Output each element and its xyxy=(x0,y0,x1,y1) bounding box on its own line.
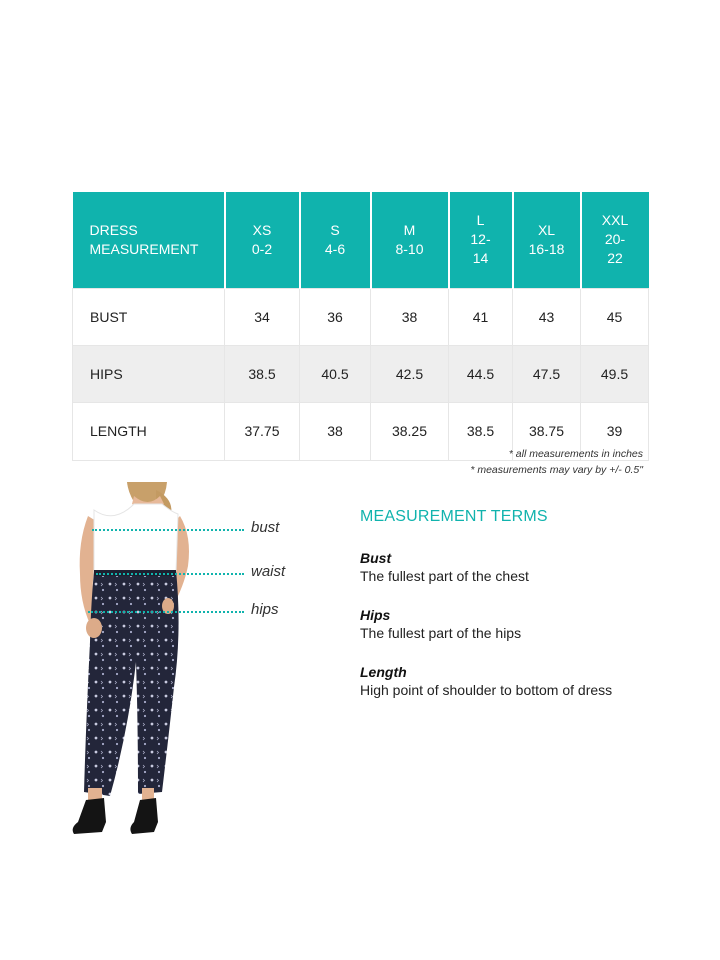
table-cell: 44.5 xyxy=(449,345,513,402)
table-cell: 38.75 xyxy=(513,402,581,460)
table-cell: 42.5 xyxy=(371,345,449,402)
dress-measurement-header: DRESS MEASUREMENT xyxy=(73,192,225,288)
size-chart-table xyxy=(72,192,649,461)
table-cell: 37.75 xyxy=(225,402,300,460)
table-cell: 38 xyxy=(371,288,449,345)
hips-guide-line xyxy=(88,611,244,613)
term-name: Hips xyxy=(360,607,391,623)
term-description: The fullest part of the hips xyxy=(360,625,522,641)
term-description: High point of shoulder to bottom of dress xyxy=(360,682,613,698)
table-cell: 34 xyxy=(225,288,300,345)
table-cell: 41 xyxy=(449,288,513,345)
size-header-row xyxy=(73,192,649,288)
table-cell: 39 xyxy=(581,402,649,460)
term-name: Length xyxy=(360,664,407,680)
bust-guide-line xyxy=(92,529,244,531)
measurement-notes xyxy=(470,446,643,478)
term-hips xyxy=(360,606,660,643)
waist-guide-line xyxy=(96,573,244,575)
table-cell: 38 xyxy=(300,402,371,460)
note-variance: * measurements may vary by +/- 0.5" xyxy=(470,464,643,476)
size-header-s: S 4-6 xyxy=(300,192,371,288)
table-cell: 45 xyxy=(581,288,649,345)
table-cell: 43 xyxy=(513,288,581,345)
size-header-l: L 12- 14 xyxy=(449,192,513,288)
note-inches: * all measurements in inches xyxy=(508,448,643,460)
measurement-terms xyxy=(360,508,660,720)
table-cell: 38.5 xyxy=(225,345,300,402)
hips-label: hips xyxy=(251,601,279,618)
model-figure xyxy=(64,482,264,842)
terms-title: MEASUREMENT TERMS xyxy=(360,508,548,525)
table-cell: 36 xyxy=(300,288,371,345)
size-header-xs: XS 0-2 xyxy=(225,192,300,288)
size-header-xxl: XXL 20- 22 xyxy=(581,192,649,288)
waist-label: waist xyxy=(251,563,286,580)
table-cell: 47.5 xyxy=(513,345,581,402)
size-header-m: M 8-10 xyxy=(371,192,449,288)
term-bust xyxy=(360,549,660,586)
bust-label: bust xyxy=(251,519,280,536)
row-label: HIPS xyxy=(73,345,225,402)
table-cell: 40.5 xyxy=(300,345,371,402)
table-row-hips xyxy=(73,345,649,402)
row-label: BUST xyxy=(73,288,225,345)
term-description: The fullest part of the chest xyxy=(360,568,529,584)
table-cell: 38.25 xyxy=(371,402,449,460)
term-length xyxy=(360,663,660,700)
table-row-bust xyxy=(73,288,649,345)
row-label: LENGTH xyxy=(73,402,225,460)
table-cell: 38.5 xyxy=(449,402,513,460)
term-name: Bust xyxy=(360,550,392,566)
table-cell: 49.5 xyxy=(581,345,649,402)
size-header-xl: XL 16-18 xyxy=(513,192,581,288)
